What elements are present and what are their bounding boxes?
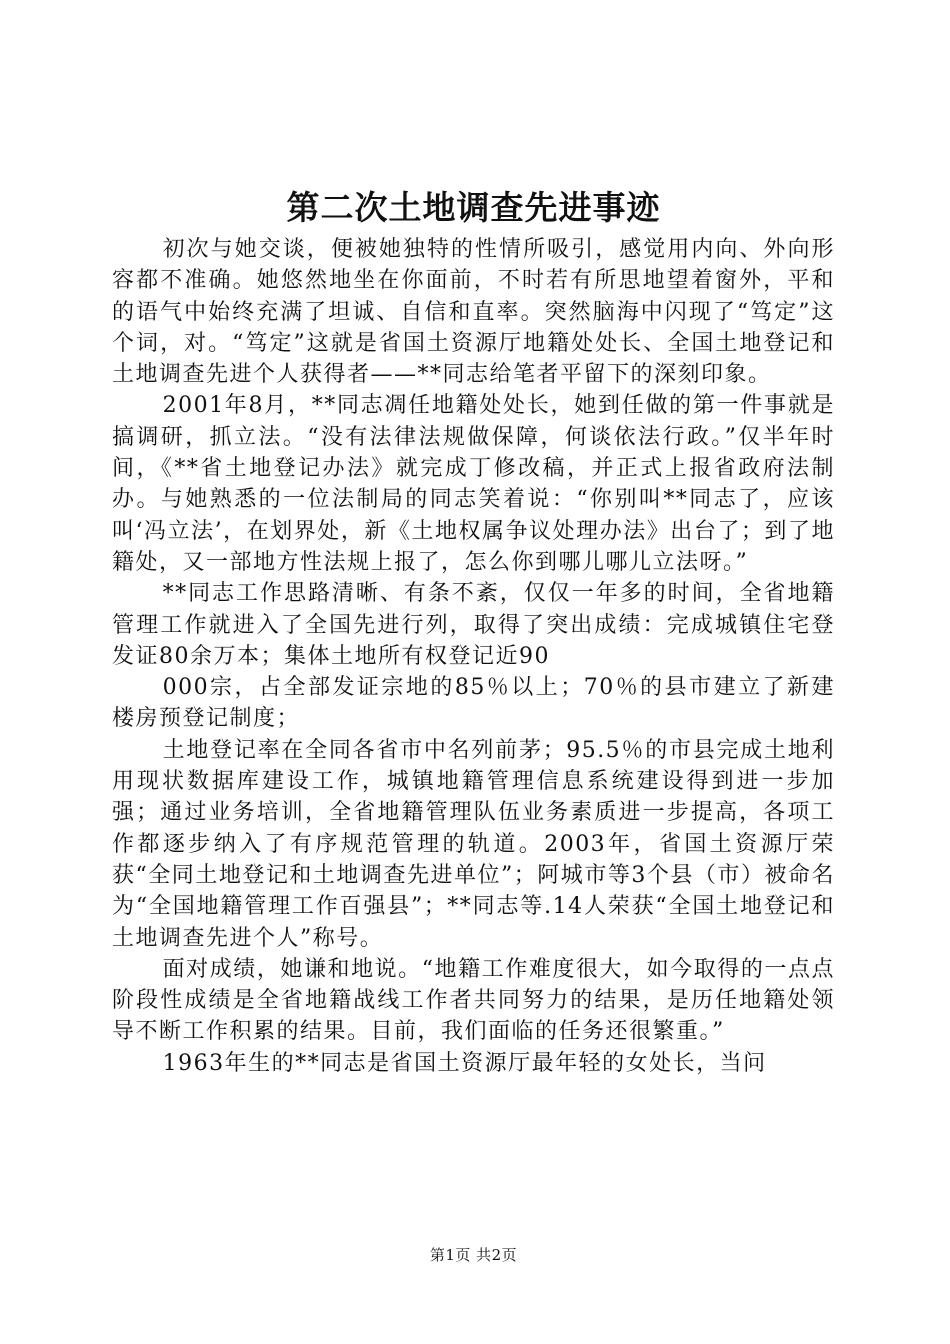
document-body	[112, 234, 835, 1079]
page-number-footer: 第1页 共2页	[429, 1246, 518, 1264]
document-title: 第二次土地调查先进事迹	[286, 188, 661, 227]
paragraph-5: 土地登记率在全同各省市中名列前茅；95.5％的市县完成土地利用现状数据库建设工作，城镇地籍管理信息系统建设得到进一步加强；通过业务培训，全省地籍管理队伍业务素质进一步提高，各项工作都逐步纳入了有序规范管理的轨道。2003年，省国土资源厅荣获“全同土地登记和土地调查先进单位”；阿城市等3个县（市）被命名为“全国地籍管理工作百强县”；**同志等.14人荣获“全国土地登记和土地调查先进个人”称号。	[112, 737, 835, 951]
paragraph-6: 面对成绩，她谦和地说。“地籍工作难度很大，如今取得的一点点阶段性成绩是全省地籍战线工作者共同努力的结果，是历任地籍处领导不断工作积累的结果。目前，我们面临的任务还很繁重。”	[112, 956, 835, 1045]
paragraph-7: 1963年生的**同志是省国土资源厅最年轻的女处长，当问	[162, 1050, 767, 1076]
paragraph-1: 初次与她交谈，便被她独特的性情所吸引，感觉用内向、外向形容都不准确。她悠然地坐在你面前，不时若有所思地望着窗外，平和的语气中始终充满了坦诚、自信和直率。突然脑海中闪现了“笃定”这个词，对。“笃定”这就是省国土资源厅地籍处处长、全国土地登记和土地调查先进个人获得者——**同志给笔者平留下的深刻印象。	[112, 237, 835, 388]
paragraph-3: **同志工作思路清晰、有条不紊，仅仅一年多的时间，全省地籍管理工作就进入了全国先进行列，取得了突出成绩：完成城镇住宅登发证80余万本；集体土地所有权登记近90	[112, 581, 835, 669]
paragraph-2: 2001年8月，**同志凋任地籍处处长，她到任做的第一件事就是搞调研，抓立法。“没有法律法规做保障，何谈依法行政。”仅半年时间，《**省土地登记办法》就完成丁修改稿，并正式上报省政府法制办。与她熟悉的一位法制局的同志笑着说：“你别叫**同志了，应该叫‘冯立法’，在划界处，新《土地权属争议处理办法》出台了；到了地籍处，又一部地方性法规上报了，怎么你到哪儿哪儿立法呀。”	[112, 393, 835, 575]
paragraph-4: 000宗，占全部发证宗地的85％以上；70％的县市建立了新建楼房预登记制度；	[112, 675, 835, 732]
